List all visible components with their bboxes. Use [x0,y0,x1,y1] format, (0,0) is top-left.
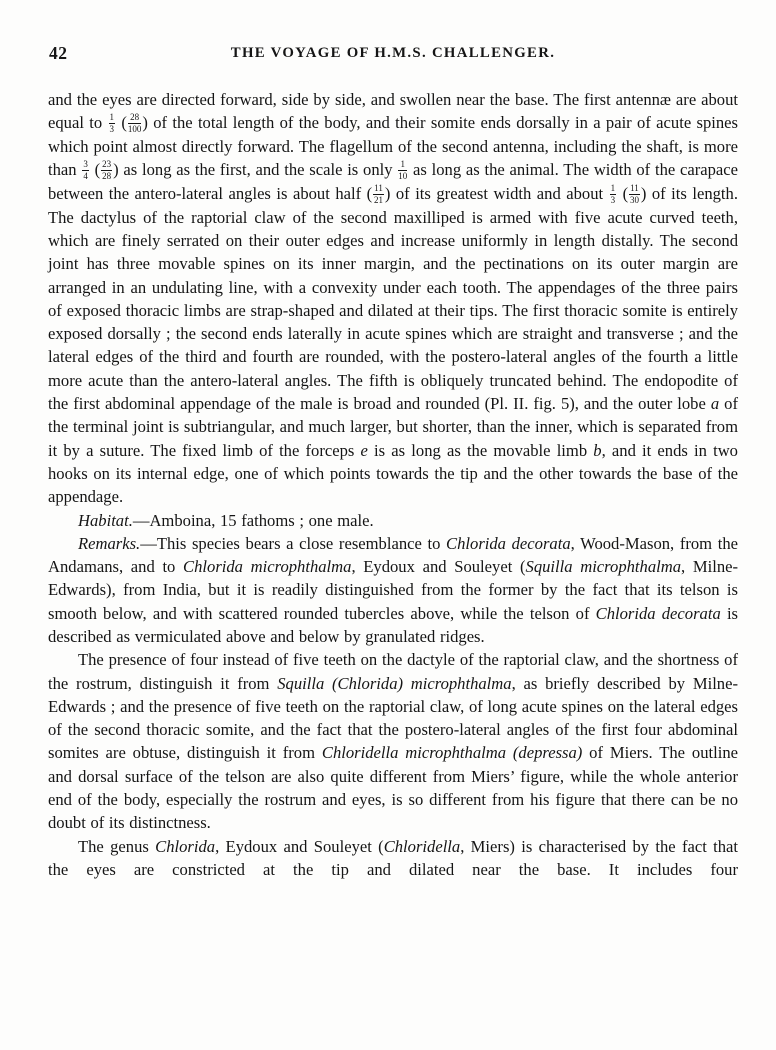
text-run: , Eydoux and Souleyet ( [215,836,384,856]
running-header-title: THE VOYAGE OF H.M.S. CHALLENGER. [230,45,556,61]
page-number: 42 [49,43,68,63]
fraction: $\frac{11}{21}$ [374,182,383,205]
italic-text-run: Chlorida [155,836,216,856]
text-run: , as briefly described by Milne-Edwards ; and the presence of five teeth on the raptorial claw, of long acute spines on the lateral edges of the second thoracic somite, and the fact that the postero-lateral angles of the first four abdominal somites are obtuse, distinguish it from [48,673,738,763]
fraction: $\frac{1}{3}$ [109,111,114,134]
text-run: —Amboina, 15 fathoms ; one male. [132,510,374,530]
text-run: ( [89,160,101,180]
italic-text-run: Remarks. [78,533,141,553]
text-run: is described as vermiculated above and below by granulated ridges. [48,603,739,646]
italic-text-run: Chloridella microphthalma (depressa) [321,743,583,763]
text-run: , and it ends in two hooks on its internal edge, one of which points towards the tip and the other towards the base of the appendage. [48,440,738,507]
text-run: , Milne-Edwards), from India, but it is readily distinguished from the former by the fact that its telson is smooth below, and with scattered rounded tubercles above, while the telson of [48,557,739,623]
italic-text-run: Squilla (Chlorida) microphthalma [277,673,512,693]
text-run: ) of its greatest width and about [384,183,609,203]
fraction: $\frac{1}{3}$ [610,182,616,205]
text-run: , Wood-Mason, from the Andamans, and to [48,533,739,577]
paragraph [48,509,738,532]
italic-text-run: b [593,440,602,460]
italic-text-run: Habitat. [78,510,133,530]
italic-text-run: Chlorida decorata [446,533,571,553]
text-run: ) of its length. The dactylus of the raptorial claw of the second maxilliped is armed with five acute curved teeth, which are finely serrated on their outer edges and increase uniformly in length distally. The second joint has three movable spines on its inner margin, and the pectinations on its outer margin are arranged in an undulating line, with a convexity under each tooth. The appendages of the three pairs of exposed thoracic limbs are strap-shaped and dilated at their tips. The first thoracic somite is entirely exposed dorsally ; the second ends laterally in acute spines which are straight and transverse ; and the lateral edges of the third and fourth are rounded, with the postero-lateral angles of the fourth a little more acute than the antero-lateral angles. The fifth is obliquely truncated behind. The endopodite of the first abdominal appendage of the male is broad and rounded (Pl. II. fig. 5), and the outer lobe [48,183,738,414]
text-run: , Eydoux and Souleyet ( [351,557,526,577]
fraction: $\frac{1}{10}$ [398,158,408,181]
fraction: $\frac{28}{100}$ [127,111,142,134]
italic-text-run: Chlorida decorata [595,603,721,623]
text-run: as long as the animal. The width of the carapace between the antero-lateral angles is about half ( [48,160,738,203]
paragraph [48,532,738,648]
italic-text-run: e [360,440,368,460]
text-run: of Miers. The outline and dorsal surface of the telson are also quite different from Miers’ figure, while the whole anterior end of the body, especially the rostrum and eyes, is so different from his figure that there can be no doubt of its distinctness. [48,743,738,833]
text-run: The presence of four instead of five teeth on the dactyle of the raptorial claw, and the shortness of the rostrum, distinguish it from [48,650,738,693]
italic-text-run: Chlorida microphthalma [183,557,352,577]
italic-text-run: a [710,394,720,414]
text-run: is as long as the movable limb [367,440,594,460]
paragraph [48,648,738,834]
page-body [48,88,738,881]
paragraph [48,835,738,882]
text-run: , Miers) is characterised by the fact that the eyes are constricted at the tip and dilated near the base. It includes four [48,836,739,879]
fraction: $\frac{3}{4}$ [83,158,88,181]
text-run: ) of the total length of the body, and their somite ends dorsally in a pair of acute spines which point almost directly forward. The flagellum of the second antenna, including the shaft, is more than [48,113,738,180]
text-run: ( [617,183,629,203]
text-run: ) as long as the first, and the scale is only [113,160,398,180]
fraction: $\frac{23}{28}$ [102,158,112,181]
paragraph [48,88,738,509]
italic-text-run: Chloridella [383,836,461,856]
text-run: of the terminal joint is subtriangular, and much larger, but shorter, than the inner, which is separated from it by a suture. The fixed limb of the forceps [48,394,738,460]
text-run: and the eyes are directed forward, side by side, and swollen near the base. The first antennæ are about equal to [48,90,738,133]
text-run: —This species bears a close resemblance to [140,533,447,553]
italic-text-run: Squilla microphthalma [525,557,682,577]
text-run: The genus [78,836,156,856]
text-run: ( [116,113,127,133]
page-header [48,42,738,88]
fraction: $\frac{11}{30}$ [629,182,639,205]
